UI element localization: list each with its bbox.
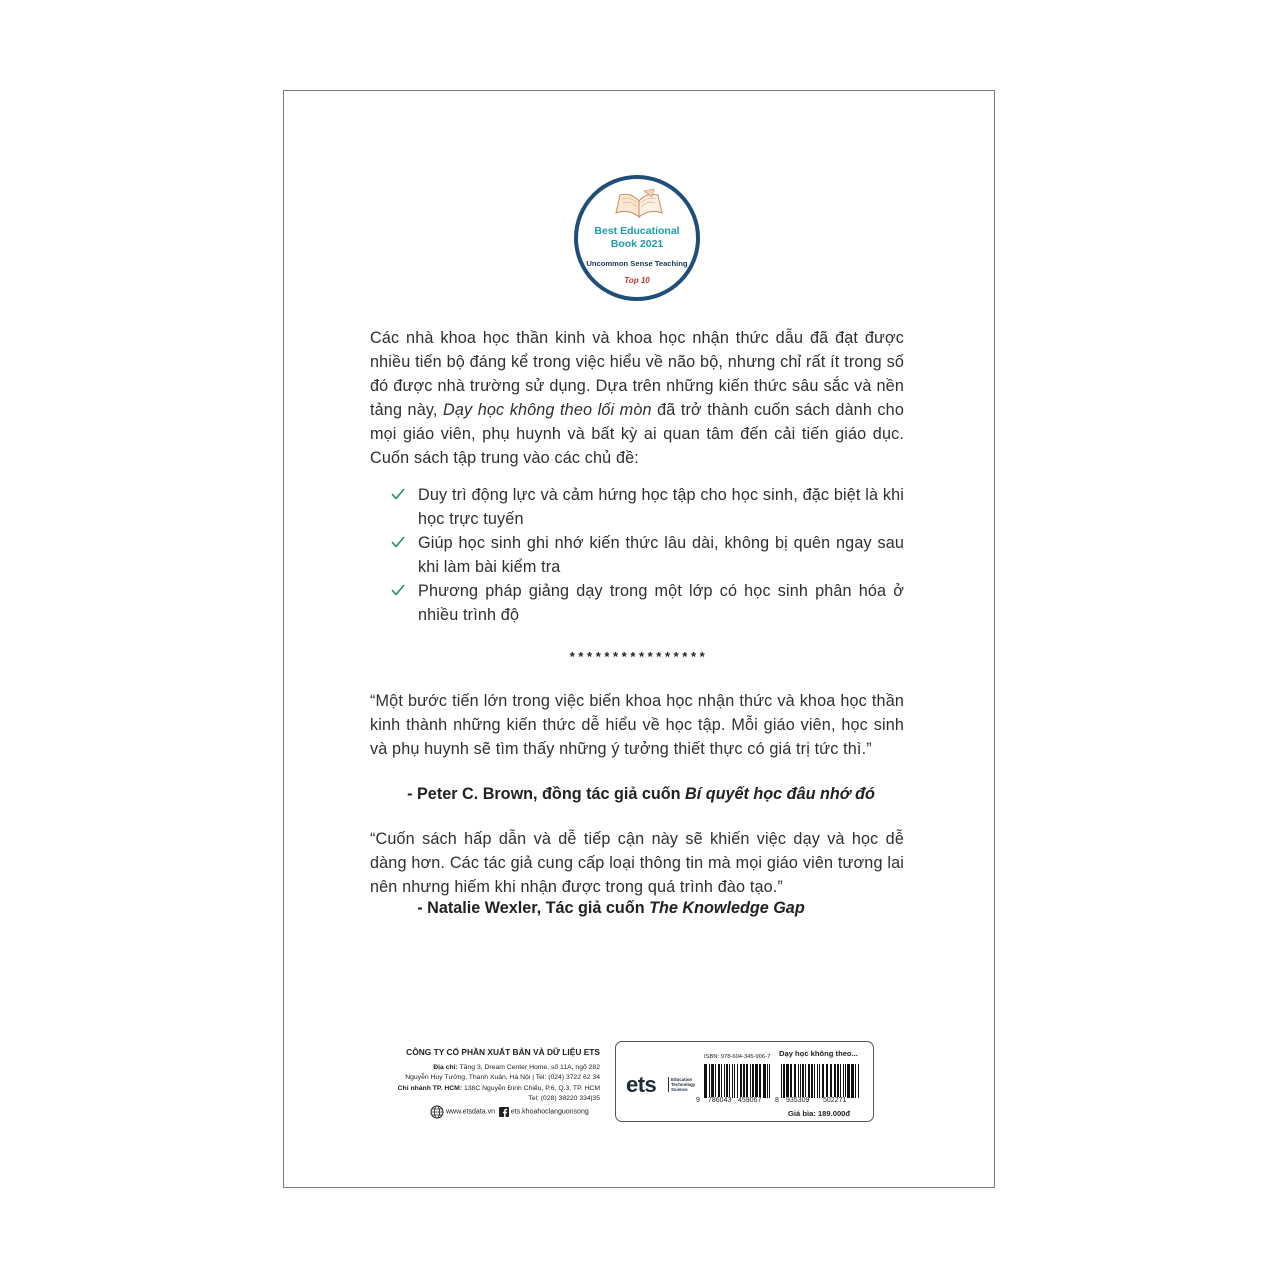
badge-title [578, 225, 696, 251]
isbn-digit-lead: 9 [696, 1097, 700, 1104]
branch-label: Chi nhánh TP. HCM: [397, 1084, 463, 1092]
publisher-address-line2: Nguyễn Huy Tưởng, Thanh Xuân, Hà Nội | Tel: (024) 3722 62 34 [405, 1074, 600, 1082]
list-item-text: Duy trì động lực và cảm hứng học tập cho học sinh, đặc biệt là khi học trực tuyến [418, 486, 904, 528]
code-digit-right: 502271 [823, 1097, 847, 1104]
barcode-bar [814, 1064, 815, 1098]
isbn-text: ISBN: 978-604-345-906-7 [704, 1054, 771, 1060]
tagline-line: Education [671, 1077, 693, 1082]
barcode-bar [802, 1064, 804, 1098]
check-icon [390, 583, 406, 597]
badge-title-line2: Book 2021 [610, 238, 664, 250]
barcode-bar [851, 1064, 854, 1098]
branch-text: 138C Nguyễn Đình Chiểu, P.6, Q.3, TP. HCM [462, 1084, 600, 1092]
code-digit-lead: 8 [775, 1097, 779, 1104]
quote-2-author: - Natalie Wexler, Tác giả cuốn [417, 899, 650, 917]
barcode-bar [781, 1064, 782, 1098]
quote-1: “Một bước tiến lớn trong việc biến khoa học nhận thức và khoa học thần kinh thành những kiến thức dễ hiểu về học tập. Mỗi giáo viên, học sinh và phụ huynh sẽ tìm thấy những ý tưởng thiết thực có giá trị tức thì.” [370, 692, 904, 758]
cover-price: Giá bìa: 189.000đ [788, 1109, 851, 1118]
barcode-bar [837, 1064, 839, 1098]
barcode-bar [767, 1064, 768, 1098]
barcode-bar [817, 1064, 818, 1098]
barcode-bar [704, 1064, 707, 1098]
barcode-bar [794, 1064, 796, 1098]
barcode-bar [811, 1064, 813, 1098]
quote-2-attribution [344, 899, 878, 918]
barcode-bar [729, 1064, 730, 1098]
book-back-cover [283, 90, 995, 1188]
publisher-branch-line1 [384, 1084, 600, 1094]
barcode-bar [834, 1064, 836, 1098]
code-digit-left: 935309 [786, 1097, 810, 1104]
barcode-bar [790, 1064, 792, 1098]
quote-1-work: Bí quyết học đâu nhớ đó [685, 785, 875, 803]
isbn-barcode [702, 1064, 774, 1100]
barcode-bar [721, 1064, 722, 1098]
barcode-box [615, 1041, 874, 1122]
quote-2-work: The Knowledge Gap [649, 899, 805, 917]
barcode-bar [858, 1064, 859, 1098]
topic-list [370, 483, 904, 627]
barcode-bar [718, 1064, 720, 1098]
barcode-bar [759, 1064, 761, 1098]
intro-paragraph [370, 326, 904, 470]
barcode-bar [737, 1064, 738, 1098]
barcode-bar [786, 1064, 789, 1098]
barcode-bar [855, 1064, 856, 1098]
barcode-bar [711, 1064, 714, 1098]
facebook-link[interactable]: ets.khoahoclanguonsong [510, 1108, 589, 1116]
barcode-bar [752, 1064, 754, 1098]
barcode-bar [798, 1064, 799, 1098]
award-badge [574, 175, 700, 301]
barcode-bar [830, 1064, 832, 1098]
check-icon [390, 487, 406, 501]
barcode-book-title: Dạy học không theo... [779, 1049, 858, 1058]
ets-logo: ets [626, 1072, 657, 1097]
badge-title-line1: Best Educational [594, 225, 680, 237]
barcode-bar [732, 1064, 733, 1098]
barcode-bar [746, 1064, 748, 1098]
barcode-bar [734, 1064, 735, 1098]
barcode-bar [763, 1064, 766, 1098]
list-item-text: Phương pháp giảng dạy trong một lớp có học sinh phân hóa ở nhiều trình độ [418, 582, 904, 624]
ets-logo-tagline [668, 1077, 695, 1092]
tagline-line: Technology [671, 1082, 696, 1087]
barcode-bar [845, 1064, 846, 1098]
list-item [370, 483, 904, 531]
quote-1-author: - Peter C. Brown, đồng tác giả cuốn [407, 785, 686, 803]
barcode-bar [769, 1064, 770, 1098]
barcode-bar [750, 1064, 751, 1098]
barcode-bar [709, 1064, 710, 1098]
badge-rank: Top 10 [624, 276, 650, 285]
barcode-bar [819, 1064, 820, 1098]
tagline-line: Science [671, 1087, 688, 1092]
product-barcode [779, 1064, 861, 1100]
barcode-bar [840, 1064, 841, 1098]
barcode-bar [726, 1064, 728, 1098]
intro-text-2: đã trở thành cuốn sách dành cho mọi giáo viên, phụ huynh và bất kỳ ai quan tâm đến cải tiến giáo dục. Cuốn sách tập trung vào các chủ đề: [370, 401, 904, 467]
barcode-bar [843, 1064, 844, 1098]
globe-icon [430, 1105, 444, 1119]
check-icon [390, 535, 406, 549]
publisher-name: CÔNG TY CỔ PHẦN XUẤT BẢN VÀ DỮ LIỆU ETS [406, 1047, 600, 1057]
barcode-bar [755, 1064, 758, 1098]
open-book-icon [614, 187, 664, 221]
barcode-bar [724, 1064, 725, 1098]
list-item [370, 579, 904, 627]
publisher-address-line1 [384, 1063, 600, 1073]
barcode-bar [822, 1064, 824, 1098]
intro-text-1: Các nhà khoa học thần kinh và khoa học nhận thức dẫu đã đạt được nhiều tiến bộ đáng kể trong việc hiểu về não bộ, nhưng chỉ rất ít trong số đó được nhà trường sử dụng. Dựa trên những kiến thức sâu sắc và nền tảng này, [370, 329, 904, 419]
barcode-bar [805, 1064, 806, 1098]
star-separator: **************** [569, 649, 709, 664]
publisher-branch-line2: Tel: (028) 38220 334|35 [528, 1094, 600, 1102]
isbn-digit-right: 459067 [738, 1097, 762, 1104]
website-link[interactable]: www.etsdata.vn [445, 1108, 495, 1116]
publisher-info [384, 1047, 600, 1116]
barcode-bar [783, 1064, 785, 1098]
badge-subtitle: Uncommon Sense Teaching [586, 259, 688, 268]
barcode-bar [808, 1064, 810, 1098]
barcode-bar [800, 1064, 801, 1098]
list-item [370, 531, 904, 579]
barcode-bar [847, 1064, 850, 1098]
barcode-bar [826, 1064, 828, 1098]
address-label: Địa chỉ: [433, 1064, 458, 1071]
publisher-links [430, 1105, 630, 1119]
facebook-icon [499, 1107, 509, 1117]
isbn-digit-left: 786043 [708, 1097, 732, 1104]
book-title-inline: Dạy học không theo lối mòn [443, 401, 652, 419]
list-item-text: Giúp học sinh ghi nhớ kiến thức lâu dài, không bị quên ngay sau khi làm bài kiểm tra [418, 534, 904, 576]
address-text: Tầng 3, Dream Center Home, số 11A, ngõ 282 [457, 1064, 600, 1071]
quote-2: “Cuốn sách hấp dẫn và dễ tiếp cận này sẽ khiến việc dạy và học dễ dàng hơn. Các tác giả cung cấp loại thông tin mà mọi giáo viên tương lai nên nhưng hiếm khi nhận được trong quá trình đào tạo.” [370, 830, 904, 896]
quote-1-attribution [374, 785, 908, 804]
barcode-bar [743, 1064, 745, 1098]
barcode-bar [740, 1064, 742, 1098]
barcode-bar [715, 1064, 716, 1098]
